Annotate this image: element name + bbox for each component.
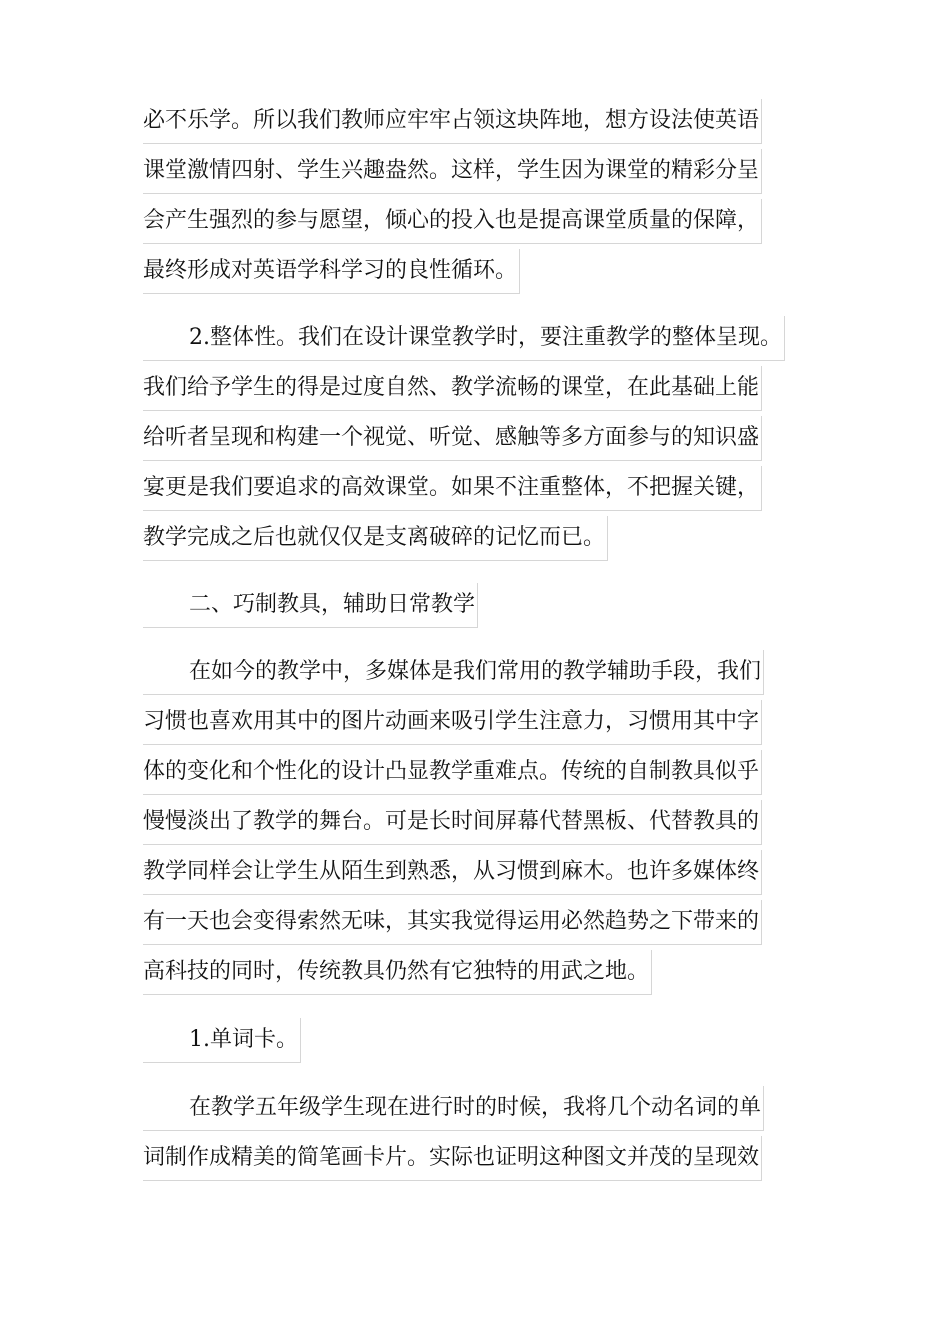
text-line: 慢慢淡出了教学的舞台。可是长时间屏幕代替黑板、代替教具的 <box>143 797 815 847</box>
paragraph-4 <box>143 1083 815 1183</box>
section-heading <box>143 580 815 630</box>
heading-line: 1.单词卡。 <box>143 1015 815 1065</box>
text-line: 会产生强烈的参与愿望，倾心的投入也是提高课堂质量的保障， <box>143 196 815 246</box>
text-line: 习惯也喜欢用其中的图片动画来吸引学生注意力，习惯用其中字 <box>143 697 815 747</box>
text-line: 词制作成精美的简笔画卡片。实际也证明这种图文并茂的呈现效 <box>143 1133 815 1183</box>
text-line: 2.整体性。我们在设计课堂教学时，要注重教学的整体呈现。 <box>143 313 815 363</box>
text-line: 教学同样会让学生从陌生到熟悉，从习惯到麻木。也许多媒体终 <box>143 847 815 897</box>
heading-line: 二、巧制教具，辅助日常教学 <box>143 580 815 630</box>
text-line: 体的变化和个性化的设计凸显教学重难点。传统的自制教具似乎 <box>143 747 815 797</box>
text-line: 有一天也会变得索然无味，其实我觉得运用必然趋势之下带来的 <box>143 897 815 947</box>
text-line: 必不乐学。所以我们教师应牢牢占领这块阵地，想方设法使英语 <box>143 96 815 146</box>
text-line: 给听者呈现和构建一个视觉、听觉、感触等多方面参与的知识盛 <box>143 413 815 463</box>
paragraph-2 <box>143 313 815 563</box>
text-line: 高科技的同时，传统教具仍然有它独特的用武之地。 <box>143 947 815 997</box>
subsection-heading <box>143 1015 815 1065</box>
paragraph-1 <box>143 96 815 296</box>
text-line: 课堂激情四射、学生兴趣盎然。这样，学生因为课堂的精彩分呈 <box>143 146 815 196</box>
text-line: 我们给予学生的得是过度自然、教学流畅的课堂，在此基础上能 <box>143 363 815 413</box>
paragraph-3 <box>143 647 815 997</box>
text-line: 最终形成对英语学科学习的良性循环。 <box>143 246 815 296</box>
text-line: 宴更是我们要追求的高效课堂。如果不注重整体，不把握关键， <box>143 463 815 513</box>
text-line: 教学完成之后也就仅仅是支离破碎的记忆而已。 <box>143 513 815 563</box>
text-line: 在教学五年级学生现在进行时的时候，我将几个动名词的单 <box>143 1083 815 1133</box>
text-line: 在如今的教学中，多媒体是我们常用的教学辅助手段，我们 <box>143 647 815 697</box>
